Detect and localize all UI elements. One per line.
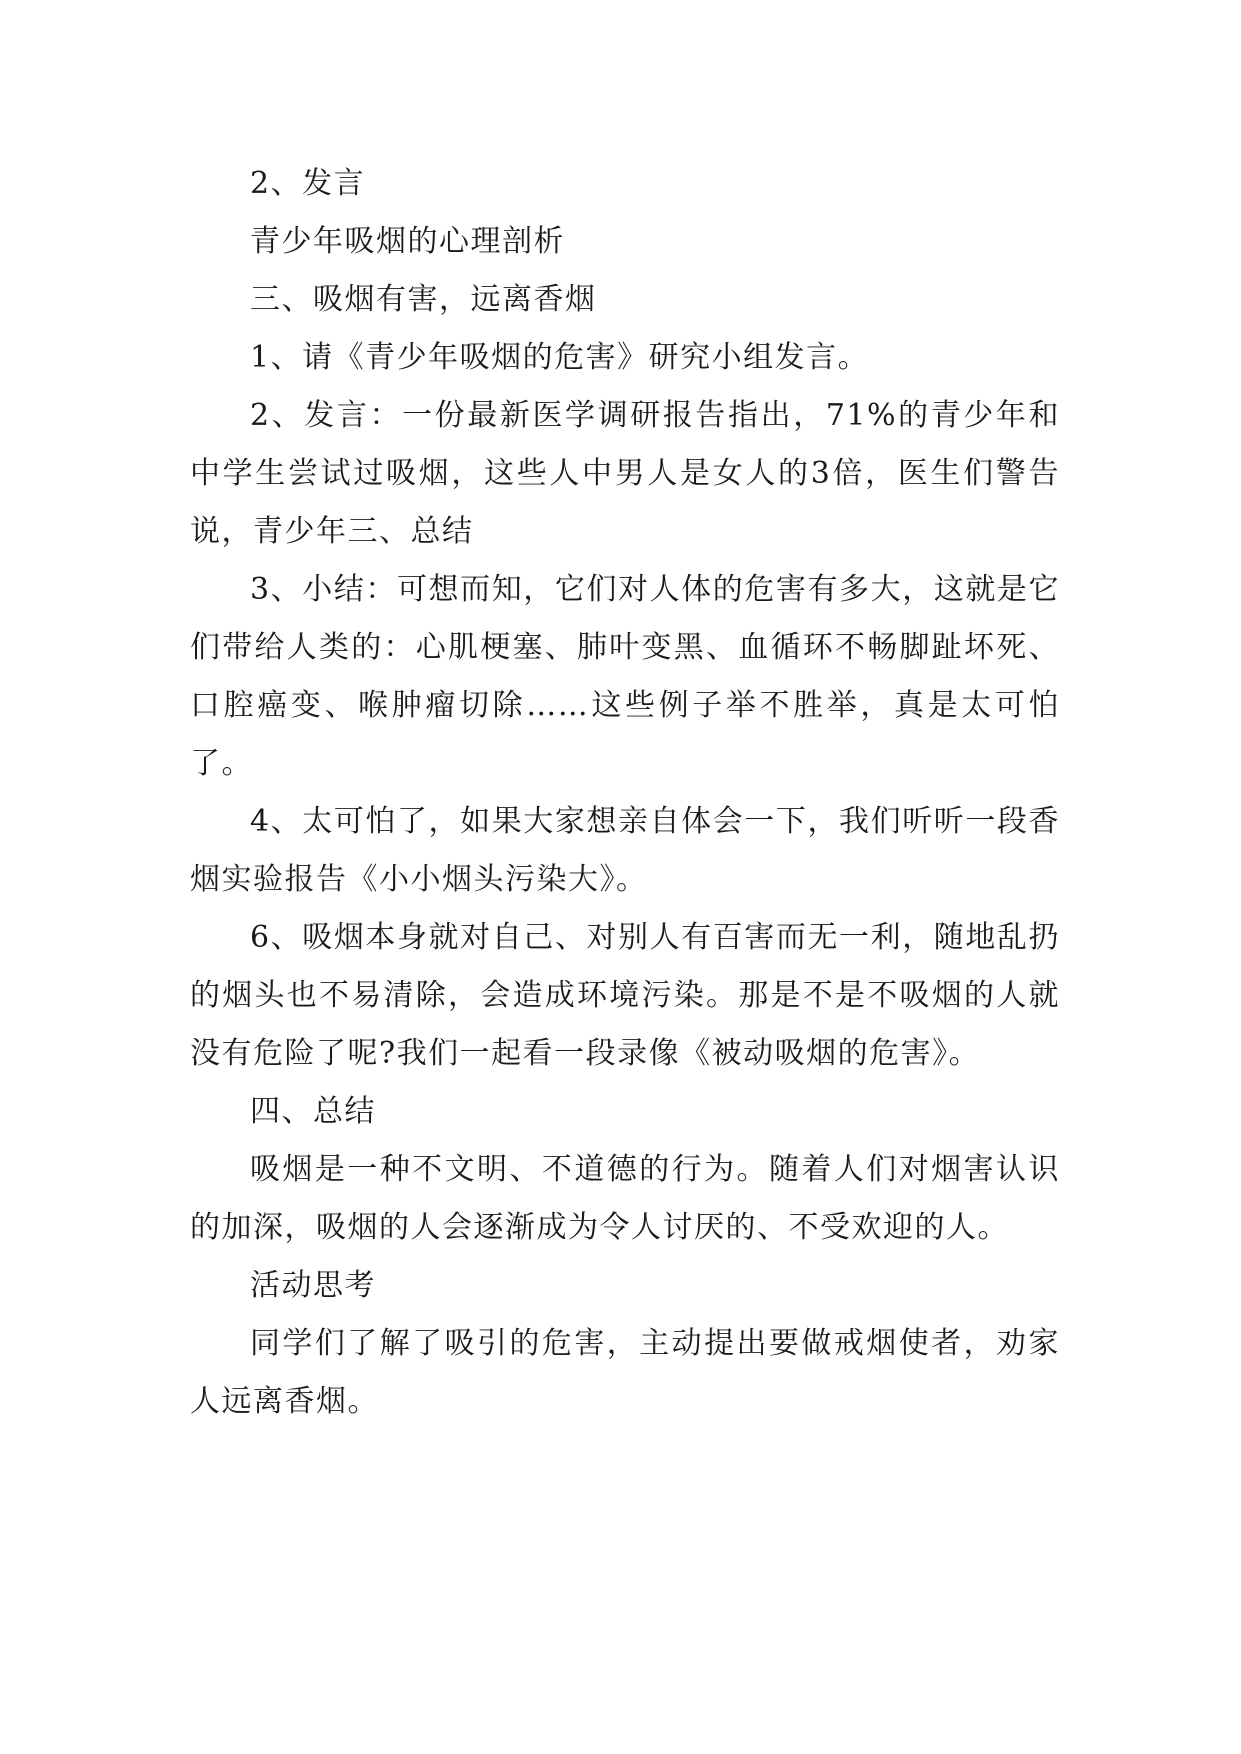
paragraph-11: 活动思考 [250,1268,376,1303]
paragraph-2: 青少年吸烟的心理剖析 [250,224,565,259]
paragraph-10: 吸烟是一种不文明、不道德的行为。随着人们对烟害认识的加深，吸烟的人会逐渐成为令人讨厌的、不受欢迎的人。 [190,1152,1060,1245]
paragraph-1: 2、发言 [250,166,366,201]
paragraph-6: 3、小结：可想而知，它们对人体的危害有多大，这就是它们带给人类的：心肌梗塞、肺叶变黑、血循环不畅脚趾坏死、口腔癌变、喉肿瘤切除……这些例子举不胜举，真是太可怕了。 [190,572,1060,781]
paragraph-9: 四、总结 [250,1094,376,1129]
paragraph-3: 三、吸烟有害，远离香烟 [250,282,597,317]
paragraph-12: 同学们了解了吸引的危害，主动提出要做戒烟使者，劝家人远离香烟。 [190,1326,1060,1419]
paragraph-8: 6、吸烟本身就对自己、对别人有百害而无一利，随地乱扔的烟头也不易清除，会造成环境污染。那是不是不吸烟的人就没有危险了呢?我们一起看一段录像《被动吸烟的危害》。 [190,920,1060,1071]
paragraph-4: 1、请《青少年吸烟的危害》研究小组发言。 [250,340,870,375]
paragraph-5: 2、发言：一份最新医学调研报告指出，71%的青少年和中学生尝试过吸烟，这些人中男人是女人的3倍，医生们警告说，青少年三、总结 [190,398,1060,549]
document-body [190,155,1060,1431]
paragraph-7: 4、太可怕了，如果大家想亲自体会一下，我们听听一段香烟实验报告《小小烟头污染大》。 [190,804,1060,897]
